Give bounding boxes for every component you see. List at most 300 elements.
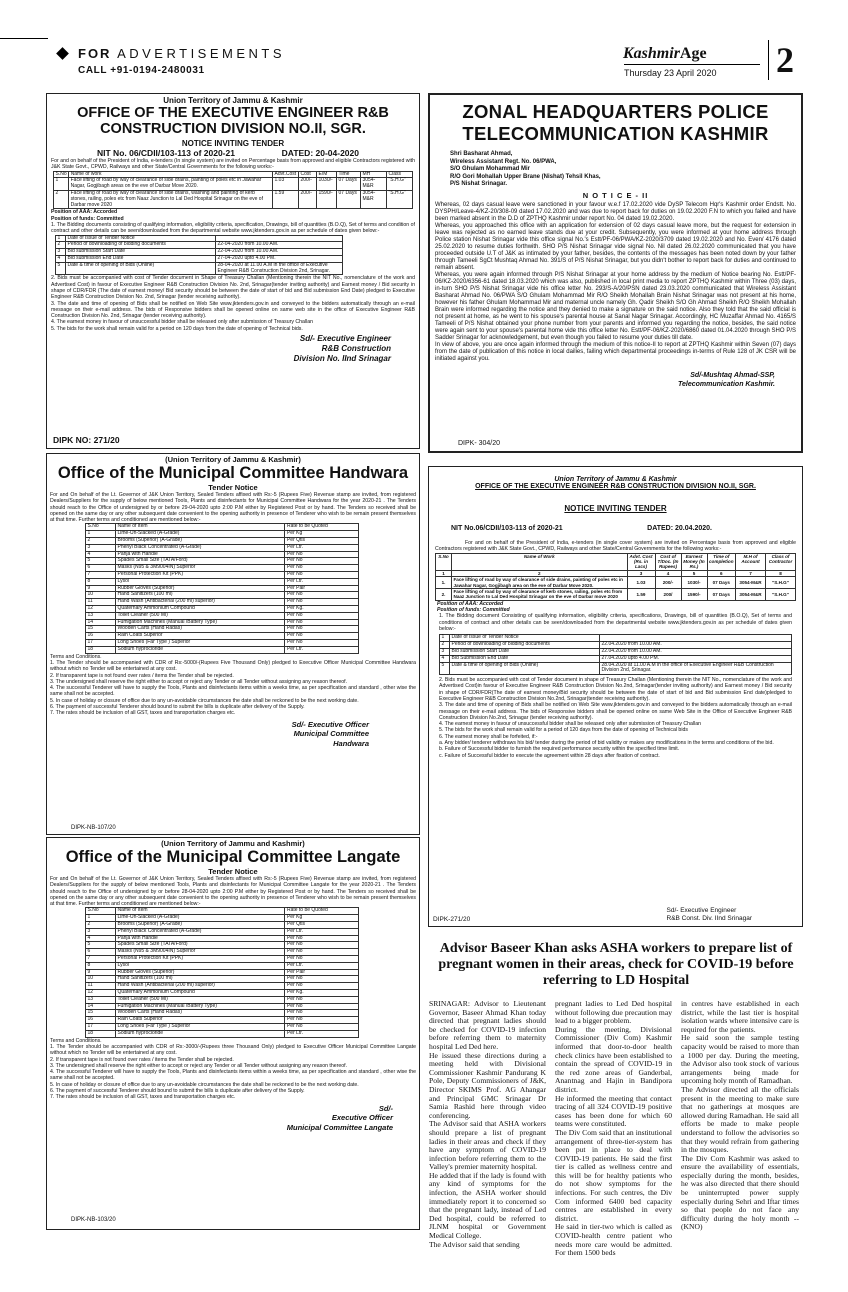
table-cell: 22-04-2020 from 10.00 AM. xyxy=(216,242,343,249)
table-cell: Brooms (Superior) (A-Grade) xyxy=(116,922,285,929)
table-cell: Face lifting of road by way of clearance of side drains, painting of poles etc in Jawahar Nagar, Gogjibagh area on the eve of Darbar Move 2020. xyxy=(452,577,628,589)
table-cell: 2. xyxy=(436,589,452,601)
rnb-funds: Position of funds: Committed xyxy=(51,215,124,222)
table-cell: 4 xyxy=(86,551,116,558)
table-cell: 9 xyxy=(86,585,116,592)
police-dipk: DIPK- 304/20 xyxy=(458,440,501,447)
table-cell: Phenyl Black Concentrated (A-Grade) xyxy=(116,928,285,935)
table-cell: Per Ltr. xyxy=(285,544,359,551)
table-cell: 07 Days xyxy=(337,190,361,208)
terms-item: 7. The rates should be inclusion of all GST, taxes and transportation charges etc. xyxy=(50,710,236,717)
table-cell: 07 Days xyxy=(707,589,736,601)
table-cell: 1 xyxy=(436,570,452,576)
rnb2-works-wrap xyxy=(429,553,802,601)
table-cell: 6 xyxy=(707,570,736,576)
terms-item: 7. The rates should be inclusion of all GST, taxes and transportation charges etc. xyxy=(50,1094,236,1101)
rnb2-office: OFFICE OF THE EXECUTIVE ENGINEER R&B CONSTRUCTION DIVISION NO.II, SGR. xyxy=(475,483,756,490)
table-cell: Wooden Carts (Hand Radas) xyxy=(116,1010,285,1017)
table-cell: 22.04.2020 from 10.00 AM. xyxy=(600,642,792,649)
rnb-sig-line2: R&B Construction xyxy=(321,344,391,354)
table-cell: 3 xyxy=(86,928,116,935)
masthead-ads-title xyxy=(78,46,285,61)
tender-point: 5. The bids for the work shall remain valid for a period of 120 days from the date of opening of Technical bids xyxy=(439,727,688,734)
table-cell: Rain Coats Superior xyxy=(116,633,285,640)
table-row xyxy=(440,655,792,662)
rnb-point-4: 4. The earnest money in favour of unsuccessful bidder shall be released only after submission of Treasury Challan xyxy=(51,319,314,326)
table-cell: Lime-Un-Slacked (A-Grade) xyxy=(116,915,285,922)
table-cell: 27-04-2020 upto 4.00 PM. xyxy=(216,255,343,262)
table-cell: 4 xyxy=(655,570,681,576)
table-cell: "S.H.G" xyxy=(387,178,413,191)
table-header-cell: Cost xyxy=(299,171,317,178)
table-cell: Per No xyxy=(285,949,359,956)
table-header-cell: Name of Item xyxy=(116,908,285,915)
table-cell: Date & time of opening of Bids (Online) xyxy=(450,662,600,675)
rnb-works-table-wrap xyxy=(47,171,419,210)
rnb2-points xyxy=(429,677,802,759)
table-cell: Per No xyxy=(285,1003,359,1010)
table-cell: Lysol xyxy=(116,962,285,969)
table-cell: Date of Issue of Tender Notice xyxy=(450,635,600,642)
table-cell: 3 xyxy=(86,544,116,551)
handwara-sig-line1: Sd/- Executive Officer xyxy=(291,719,369,729)
table-cell: 18 xyxy=(86,646,116,653)
table-cell: 11 xyxy=(86,983,116,990)
table-cell: Per No xyxy=(285,572,359,579)
table-cell: Toilet Cleaner (500 Ml) xyxy=(116,612,285,619)
handwara-terms xyxy=(47,660,419,717)
for-label: FOR xyxy=(78,46,112,61)
table-cell: Per Qtls xyxy=(285,922,359,929)
table-cell: Panja with Handle xyxy=(116,935,285,942)
table-cell: Date of Issue of Tender Notice xyxy=(66,235,216,242)
table-cell: 5 xyxy=(86,558,116,565)
table-cell: 16 xyxy=(86,1017,116,1024)
rnb2-notice-heading: NOTICE INVITING TENDER xyxy=(564,504,667,513)
table-header-cell: S.No xyxy=(436,553,452,570)
table-cell: 1. xyxy=(436,577,452,589)
rnb-title-line1: OFFICE OF THE EXECUTIVE ENGINEER R&B xyxy=(77,105,389,121)
rnb2-nit: NIT No.06/CDII/103-113 of 2020-21 xyxy=(451,525,563,532)
table-cell: 6 xyxy=(86,949,116,956)
rnb-title-line2: CONSTRUCTION DIVISION NO.II, SGR. xyxy=(100,121,366,137)
table-cell: 5 xyxy=(56,262,66,275)
table-cell: 1.59 xyxy=(273,190,299,208)
table-header-row xyxy=(436,553,796,570)
table-cell: Rubber Gloves (Superior) xyxy=(116,969,285,976)
table-cell: Bid submission Start Date xyxy=(450,648,600,655)
terms-item: 4. The successful Tenderer will have to supply the Tools, Plants and disinfectants items within a weeks time, as per specification and standard , other wise the same shall not be accepted. xyxy=(50,1069,416,1082)
table-cell: 3 xyxy=(627,570,655,576)
table-cell: 22-04-2020 from 10.00 AM. xyxy=(216,249,343,256)
table-row xyxy=(86,646,359,653)
police-title-line2: TELECOMMUNICATION KASHMIR xyxy=(462,123,769,144)
table-cell: 12 xyxy=(86,606,116,613)
table-cell: 3054-M&R xyxy=(361,190,387,208)
handwara-ut: (Union Territory of Jammu & Kashmir) xyxy=(165,455,301,464)
table-cell: Sodium hyprocloride xyxy=(116,646,285,653)
rnb2-works-table xyxy=(435,553,796,601)
table-cell: Hand Wash (Antibacterial (200 ml) superior) xyxy=(116,599,285,606)
table-cell: Lime-Un-Slacked (A-Grade) xyxy=(116,531,285,538)
ads-label: ADVERTISEMENTS xyxy=(117,46,286,61)
paper-name-age: Age xyxy=(679,45,707,62)
table-cell: 18 xyxy=(86,1030,116,1037)
table-cell: 10 xyxy=(86,976,116,983)
table-cell: Per Kg. xyxy=(285,606,359,613)
table-cell: 2 xyxy=(54,190,69,208)
table-header-cell: S.No xyxy=(55,170,67,177)
table-cell: Per Pair xyxy=(285,585,359,592)
rnb-point-5: 5. The bids for the work shall remain valid for a period on 120 days from the date of opening of Technical bids. xyxy=(51,325,303,332)
rnb2-ut: Union Territory of Jammu & Kashmir xyxy=(554,476,677,483)
police-notice xyxy=(428,93,803,453)
rnb2-sig-line1: Sd/- Executive Engineer xyxy=(666,907,737,914)
article-column-2: pregnant ladies to Led Ded hospital without following due precaution may lead to a bigger problem. During the meeting, Divisional Commissioner (Div Com) Kashmir informed that door-to-door health check clinics have been established to contain the spread of COVID-19 in the red zone areas of Ganderbal, Anantnag and Hajin in Bandipora district. He informed the meeting that contact tracing of all 324 COVID-19 positive cases has been done for which 60 teams were constituted. The Div Com said that an institutional arrangement of three-tier-system has been put in place to deal with COVID-19 patients. He said the first tier is called as wellness centre and this will be for healthy patients who do not show symptoms for the infections. For such centres, the Div Com informed 6400 bed capacity centres are established in every district. He said in tier-two which is called as COVID-health centre patient who needs more care would be admitted. For them 1500 beds xyxy=(555,999,672,1258)
page-number: 2 xyxy=(776,40,794,80)
table-cell: 2 xyxy=(440,642,450,649)
table-cell: Personal Protection Kit (PPK) xyxy=(116,572,285,579)
table-header-cell: Rate to be Quoted xyxy=(285,524,359,531)
table-cell: 2 xyxy=(452,570,628,576)
notice-paragraph: Whereas, you were again informed through P/S Nishat Srinagar at your home address by the medium of Notice bearing No. Estt/PF-06/KZ-2020/6356-61 dated 18.03.2020 which was also, published in local print media to report ZPTHQ Kashmir within Three (03) days, in-turn SHO P/S Nishat Srinagar vide his office letter No. 293/S-A/20/PSN dated 23.03.2020 communicated that Wireless Assistant Basharat Ahmad No. 06/PWA S/O Ghulam Mohammad Mir R/O Sheikh Mohallah Brain Nishat Srinagar was not present at his home, however his father Ghulam Mohammad Mir and maternal uncle namely Gh. Qadir Sheikh S/O Gh Ahmad Sheikh R/O Sheikh Mohallah Brain were informed regarding the notice and they denied to make a signature on the said notice. Also they told that the said official is not present at home, as he went to his spouse's parental house at Sanal Nagar Srinagar. Accordingly, HC Muzaffar Ahmad No. 4165/S Tameeli of P/S Nishat obtained your phone number from your parents and informed you regarding the notice, besides, the said notice were again sent to your spouse's parental home vide this office letter No. Estt/PF-06/KZ-2020/6860 dated 01.04.2020 through SHO P/S Sadder Srinagar for acknowledgement, but even though you failed to resume your duties till date. xyxy=(435,271,796,341)
table-header-cell: Class of Contractor xyxy=(766,553,796,570)
table-cell: Personal Protection Kit (PPK) xyxy=(116,956,285,963)
handwara-subtitle: Tender Notice xyxy=(208,483,258,492)
table-cell: 28.04.2020 at 11.00 A.M in the office of Executive Engineer R&B Construction Division 2nd, Srinagar. xyxy=(600,662,792,675)
table-cell: 2 xyxy=(86,538,116,545)
table-cell: Masks (N95 & 3M9004IN) Superior xyxy=(116,949,285,956)
table-cell: Per Ltr. xyxy=(285,928,359,935)
table-cell: 8 xyxy=(766,570,796,576)
table-cell: Fumigation Machines (Manual /Battery Type) xyxy=(116,1003,285,1010)
table-header-cell: Advt. Cost (Rs. in Lacs) xyxy=(627,553,655,570)
table-cell: 1590/- xyxy=(317,190,337,208)
rnb-aaa: Position of AAA: Accorded xyxy=(51,209,118,216)
table-cell: Bid submission Start Date xyxy=(66,249,216,256)
table-cell: 1.59 xyxy=(627,589,655,601)
police-address xyxy=(430,145,801,189)
table-row xyxy=(54,178,413,191)
langate-terms xyxy=(47,1044,419,1101)
table-cell: 3054-M&R xyxy=(361,178,387,191)
table-cell: 4 xyxy=(86,935,116,942)
address-line: P/S Nishat Srinagar. xyxy=(450,181,508,188)
table-cell: Per No xyxy=(285,626,359,633)
table-cell: Brooms (Superior) (A-Grade) xyxy=(116,538,285,545)
table-cell: 8 xyxy=(86,962,116,969)
tender-point: 6. The earnest money shall be forfeited, if:- xyxy=(439,733,538,740)
table-cell: Quaternary Ammonium Compound xyxy=(116,606,285,613)
article-headline: Advisor Baseer Khan asks ASHA workers to prepare list of pregnant women in their areas, check for COVID-19 before referring to LD Hospital xyxy=(438,941,794,988)
rnb-notice-heading: NOTICE INVITING TENDER xyxy=(181,139,285,148)
table-row xyxy=(436,589,796,601)
terms-item: 2. If transparent tape is not found over rates / items the Tender shall be rejected. xyxy=(50,672,234,679)
table-cell: 7 xyxy=(736,570,766,576)
handwara-tender-notice xyxy=(46,453,420,835)
table-cell: Face lifting of road by way of clearance of kerb stones, railing, poles etc from Naaz Junction to Lal Ded Hospital Srinagar on the eve of Darbar move 2020 xyxy=(452,589,628,601)
table-cell: Per No xyxy=(285,942,359,949)
table-cell: Face lifting of road by way of clearance of side drains, painting of poles etc in Jawahar Nagar, Gogjibagh areas on the eve of Darbar Move 2020. xyxy=(69,178,273,191)
table-cell: Per No xyxy=(285,935,359,942)
table-row xyxy=(86,1030,359,1037)
table-cell: Per No xyxy=(285,976,359,983)
table-cell: Per Ltr. xyxy=(285,646,359,653)
table-cell: Fumigation Machines (Manual /Battery Type) xyxy=(116,619,285,626)
table-cell: 11 xyxy=(86,599,116,606)
table-header-cell: Name of work xyxy=(69,171,273,178)
table-cell: Per Kg xyxy=(285,531,359,538)
terms-item: 1. The Tender should be accompanied with CDR of Rs:-5000/-(Rupees Five Thousand Only) pledged to Executive Officer Municipal Committee Handwara without which no Tender will be entertained at any cost. xyxy=(50,659,416,673)
table-cell: Per No xyxy=(285,592,359,599)
police-sig-line2: Telecommunication Kashmir. xyxy=(678,380,775,388)
rnb-ut: Union Territory of Jammu & Kashmir xyxy=(163,96,303,105)
table-cell: 1 xyxy=(86,531,116,538)
rnb-dated: DATED: 20-04-2020 xyxy=(281,148,359,158)
table-cell: 2 xyxy=(56,242,66,249)
table-cell: Per Ltr. xyxy=(285,1030,359,1037)
address-line: R/O Gori Mohallah Upper Brane (Nishat) Tehsil Khas, xyxy=(450,173,601,180)
table-header-cell: MH xyxy=(361,171,387,178)
notice-paragraph: Whereas, you approached this office with an application for extension of 02 days casual leave more, but the request for extension in leave was rejected as no earned leave stands due at your credit. Subsequently, you were informed at your home address through Police station Nishat Srinagar vide this office signal No.'s Estt/PF-06/PWA/KZ-2020/3709 dated 19.02.2020 and No. Even/ 4176 dated 25.02.2020 to resume duties forthwith. SHO P/S Nishat Srinagar vide signal No. Nil dated 26.02.2020 communicated that you have proceeded outside U.T of J&K as intimated by your father, besides, the contents of the messages has been noted down by your father through Tameeli SgCt Mushtaq Ahmad No. 391/S of P/S Nishat Srinagar, but you didn't bother to report back for duties and continued to remain absent. xyxy=(435,222,796,271)
rnb-sig-line1: Sd/- Executive Engineer xyxy=(299,334,391,344)
table-cell: 200/- xyxy=(299,178,317,191)
rnb-nit-line xyxy=(47,148,419,158)
table-cell: Per No xyxy=(285,633,359,640)
table-cell: Rubber Gloves (Superior) xyxy=(116,585,285,592)
address-line: S/O Ghulam Mohammad Mir xyxy=(450,166,531,173)
table-cell: 5 xyxy=(440,662,450,675)
rnb2-schedule-table xyxy=(439,634,792,675)
rnb-intro: For and on behalf of the President of India, e-tenders (In single system) are invited on Percentage basis from approved and eligible Contractors registered with J&K State Govt., CPWD, Railways and other State/Central Governments for the following works:- xyxy=(51,158,415,171)
paper-logo xyxy=(623,45,707,63)
rnb-tender-notice xyxy=(46,93,420,449)
table-row xyxy=(56,262,343,275)
table-cell: 15 xyxy=(86,1010,116,1017)
table-cell: 4 xyxy=(56,255,66,262)
table-cell: Per No xyxy=(285,551,359,558)
table-cell: 1030/- xyxy=(317,178,337,191)
handwara-sig-line2: Municipal Committee xyxy=(293,729,369,739)
table-header-cell: Advt.Cost xyxy=(273,171,299,178)
rnb2-schedule-wrap xyxy=(429,632,802,677)
diamond-icon xyxy=(56,47,69,60)
table-cell: Hand Wash (Antibacterial (200 ml) superior) xyxy=(116,983,285,990)
police-body xyxy=(430,202,801,363)
police-title-line1: ZONAL HEADQUARTERS POLICE xyxy=(462,101,769,122)
rnb-schedule-table xyxy=(55,235,343,276)
terms-item: 2. If transparent tape is not found over rates / items the Tender shall be rejected. xyxy=(50,1056,234,1063)
table-cell: Per No xyxy=(285,619,359,626)
table-header-cell: Cost of T/Doc. (In Rupees) xyxy=(655,553,681,570)
masthead-divider xyxy=(768,40,769,80)
table-cell: Long Shoes (Far Type ) Superior xyxy=(116,1024,285,1031)
table-cell: Bid submission End Date xyxy=(66,255,216,262)
table-cell: Period of downloading of bidding documents xyxy=(450,642,600,649)
table-cell: 13 xyxy=(86,996,116,1003)
table-cell: Period of downloading of bidding documents xyxy=(66,242,216,249)
table-cell: 1.03 xyxy=(273,178,299,191)
table-cell: 3 xyxy=(56,249,66,256)
table-cell: 200/- xyxy=(299,190,317,208)
table-header-cell: Time of completion xyxy=(707,553,736,570)
table-cell: 10 xyxy=(86,592,116,599)
table-cell: Lysol xyxy=(116,578,285,585)
terms-item: 5. In case of holiday or closure of office due to any un-avoidable circumstances the date shall be reckoned to be the next working date. xyxy=(50,1081,359,1088)
paper-name: Kashmir xyxy=(623,45,680,62)
table-cell: Bid Submission End Date xyxy=(450,655,600,662)
handwara-items-wrap xyxy=(47,523,359,653)
table-cell: 5 xyxy=(681,570,707,576)
table-cell: 14 xyxy=(86,1003,116,1010)
table-header-cell: Earnest Money (In Rs.) xyxy=(681,553,707,570)
tender-point: b. Failure of Successful bidder to furnish the required performance security within the specified time limit. xyxy=(439,746,680,753)
table-cell: 16 xyxy=(86,633,116,640)
table-cell: Phenyl Black Concentrated (A-Grade) xyxy=(116,544,285,551)
rnb2-dated: DATED: 20.04.2020. xyxy=(647,525,712,532)
table-cell: 28-04-2020 at 11.00 A.M in the office of Executive Engineer R&B Construction Division 2nd, Srinagar. xyxy=(216,262,343,275)
table-cell: Face lifting of road by way of clearance of side drains, washing and painting of kerb stones, railing, poles etc from Naaz Junction to Lal Ded Hospital Srinagar on the eve of Darbar move 2020 xyxy=(69,190,273,208)
table-header-cell: Name of Work xyxy=(452,553,628,570)
police-signature xyxy=(430,371,801,389)
handwara-sig-line3: Handwara xyxy=(333,738,369,748)
table-cell: 07 Days xyxy=(707,577,736,589)
tender-point: a. Any bidder/ tenderer withdraws his bid/ tender during the period of bid validity or makes any modifications in the terms and conditions of the bid. xyxy=(439,740,774,747)
terms-item: 3. The undersigned shall reserve the right either to accept or reject any Tender or all Tender without assigning any reason thereof. xyxy=(50,1062,348,1069)
table-cell: "S.H.G" xyxy=(387,190,413,208)
table-cell: Per No xyxy=(285,956,359,963)
table-header-cell: Time xyxy=(337,171,361,178)
table-cell: 12 xyxy=(86,990,116,997)
table-cell: Panja with Handle xyxy=(116,551,285,558)
table-cell: 200/- xyxy=(655,577,681,589)
tender-point: c. Failure of Successful bidder to execute the agreement within 28 days after fixation of contract. xyxy=(439,752,660,759)
rnb2-funds: Position of funds: Committed xyxy=(437,607,510,614)
langate-sig-line3: Municipal Committee Langate xyxy=(286,1122,393,1132)
terms-item: 4. The successful Tenderer will have to supply the Tools, Plants and disinfectants items within a weeks time, as per specification and standard , other wise the same shall not be accepted. xyxy=(50,685,416,698)
handwara-title: Office of the Municipal Committee Handwara xyxy=(57,464,409,482)
table-header-cell: Name of Item xyxy=(116,524,285,531)
table-cell: Per Pair xyxy=(285,969,359,976)
terms-item: 6. The payment of successful Tenderer should bound to submit the bills is duplicate after delivery of the Supply. xyxy=(50,704,305,710)
langate-subtitle: Tender Notice xyxy=(208,867,258,876)
rnb-point-3: 3. The date and time of opening of Bids shall be notified on Web Site www.jktenders.gov.in and conveyed to the bidders automatically through an e-mail message on their e-mail address. The bids of Responsive bidders shall be opened online on same web site in the office of Executive Engineer R&B Construction Division No. 2nd, Srinagar (tender receiving authority). xyxy=(51,300,415,320)
rnb2-aaa: Position of AAA: Accorded xyxy=(437,600,504,607)
table-cell: 22.04.2020 from 10.00 AM. xyxy=(600,648,792,655)
table-cell: Hand Sanitizers (100 ml) xyxy=(116,592,285,599)
table-cell: Per Ltr. xyxy=(285,578,359,585)
handwara-items-table xyxy=(85,523,359,653)
table-cell: Per Ltr. xyxy=(285,962,359,969)
handwara-intro: For and On behalf of the Lt. Governor of J&K Union Territory, Sealed Tenders affixed with Rs:-5 (Rupees Five) Revenue stamp are invited, from registered Dealers/Suppliers for the supply of below mentioned Tools, Plants and disinfectants for Municipal Committee Handwara for the year 2020-21 . The Tenders should reach to the Office of undersigned by or before 29-04-2020 upto 2:00 P.M either by Registered Post or by hand. The Tenders so received shall be opened on the same day or any other subsequent date convenient to the opening authority in presence of Tenderer who wish to be remain present themselves at that time. Further terms and conditioned are mentioned below:- xyxy=(50,492,416,524)
table-header-cell: Class xyxy=(387,171,413,178)
table-cell: Per No xyxy=(285,612,359,619)
table-cell: 17 xyxy=(86,640,116,647)
table-cell: 27.04.2020 upto 4.00 PM. xyxy=(600,655,792,662)
table-header-cell: S.No xyxy=(86,908,116,915)
langate-intro: For and On behalf of the Lt. Governor of J&K Union Territory, Sealed Tenders affixed with Rs:-5 (Rupees Five) Revenue stamp are invited, from registered Dealers/Suppliers for the supply of below mentioned Tools, Plants and disinfectants for Municipal Committee Langate for the year 2020-21 . The Tenders should reach to the Office of undersigned by or before 28-04-2020 upto 2:00 P.M either by Registered Post or by hand. The Tenders so received shall be opened on the same day or any other subsequent date convenient to the opening authority in presence of Tenderer who wish to be remain present themselves at that time. Further terms and conditioned are mentioned below:- xyxy=(50,876,416,908)
table-header-cell: S.No xyxy=(86,524,116,531)
rnb-point-2: 2. Bids must be accompanied with cost of Tender document in Shape of Treasury Challan (Mentioning therein the NIT No., nomenclature of the work and Advertised Cost) in favour of Executive Engineer R&B Construction Division No. 2nd, Srinagar(tender inviting authority) and Earnest money / Bid security in shape of CDR/FDR (The date of earnest money/ Bid security should be between the date of start of bid and Bid submission End Date) pledged to Executive Engineer R&B Construction Division No. 2nd, Srinagar (tender receiving authority). xyxy=(51,275,415,301)
table-cell: 13 xyxy=(86,612,116,619)
notice-paragraph: In view of above, you are once again informed through the medium of this notice-II to report at ZPTHQ Kashmir within Seven (07) days from the date of publication of this notice in local dailies, failing which departmental proceedings in-terms of Rule 128 of JK CSR will be initiated against you. xyxy=(435,341,796,362)
rnb-dipk: DIPK NO: 271/20 xyxy=(53,435,120,445)
table-cell: Per No xyxy=(285,996,359,1003)
table-cell: 8 xyxy=(86,578,116,585)
tender-point: 4. The earnest money in favour of unsuccessful bidder shall be released only after submission of Treasury Challan xyxy=(439,721,702,728)
table-cell: 1 xyxy=(86,915,116,922)
notice-paragraph: Whereas, 02 days casual leave were sanctioned in your favour w.e.f 17.02.2020 vide DySP Telecom Hqr's Kashmir order Endstt. No. DYSPH/Leave-4/KZ-20/308-09 dated 17.02.2020 and was due to report back for duties on 19.02.2020 F.N to which you failed and have been marked absent in the D.D of ZPTHQ Kashmir under report No. 04 dated 19.02.2020. xyxy=(435,201,796,222)
article-column-1: SRINAGAR: Advisor to Lieutenant Governor, Baseer Ahmad Khan today directed that pregnant ladies should be checked for COVID-19 infection before referring them to maternity hospital Led Ded here. He issued these directions during a meeting held with Divisional Commissioner Kashmir Pandurang K Pole, Deputy Commissioners of J&K, Director SKIMS Prof. AG Ahangar and Principal GMC Srinagar Dr Samia Rashid here through video conferencing. The Advisor said that ASHA workers should prepare a list of pregnant ladies in their areas and check if they have any symptom of COVID-19 infection before referring them to the Valley's premier maternity hospital. He added that if the lady is found with any kind of symptoms for the infection, the ASHA worker should immediately report it to concerned so that the pregnant lady, instead of Led Ded hospital, could be referred to JLNM hospital or Government Medical College. The Advisor said that sending xyxy=(429,999,546,1249)
article-column-3: in centres have established in each district, while the last tier is hospital isolation wards where intensive care is required for the patients. He said soon the sample testing capacity would be raised to more than a 1000 per day. During the meeting, the Advisor also took stock of various arrangements being made for upcoming holy month of Ramadhan. The Advisor directed all the officials present in the meeting to make sure that no gatherings at mosques are allowed during Ramadhan. He said all efforts be made to make people understand to follow the advisories so that they would refrain from gathering in the mosques. The Div Com Kashmir was asked to ensure the availability of essentials, especially during the month, besides, he was also directed that there should be uninterrupted power supply especially during Sehri and Iftar times so that people do not face any difficulty during the holy month --(KNO) xyxy=(681,999,799,1232)
table-row xyxy=(54,190,413,208)
table-header-cell: Rate to be Quoted xyxy=(285,908,359,915)
address-line: Wireless Assistant Regt. No. 06/PWA, xyxy=(450,158,557,165)
rnb-signature xyxy=(47,334,419,364)
rnb2-dipk: DIPK-271/20 xyxy=(433,916,471,923)
table-cell: 3054-M&R xyxy=(736,589,766,601)
table-header-cell: M.H of Account xyxy=(736,553,766,570)
langate-sig-line1: Sd/- xyxy=(378,1103,393,1113)
table-cell: "S.H.G" xyxy=(766,589,796,601)
table-cell: Per Kg xyxy=(285,915,359,922)
table-cell: Spades Small Size (TATA/Ford) xyxy=(116,558,285,565)
table-cell: Per No xyxy=(285,1017,359,1024)
table-cell: 1 xyxy=(440,635,450,642)
rnb-schedule-wrap xyxy=(47,235,347,276)
table-cell: Wooden Carts (Hand Radas) xyxy=(116,626,285,633)
rnb-nit: NIT No. 06/CDII/103-113 of 2020-21 xyxy=(97,148,235,158)
table-cell: Spades Small Size (TATA/Ford) xyxy=(116,942,285,949)
table-cell: Per No xyxy=(285,640,359,647)
table-cell: Per Qtls xyxy=(285,538,359,545)
address-line: Shri Basharat Ahmad, xyxy=(450,151,513,157)
rnb-works-table xyxy=(53,171,413,210)
terms-item: 3. The undersigned shall reserve the right either to accept or reject any Tender or all Tender without assigning any reason thereof. xyxy=(50,678,348,685)
masthead-rule xyxy=(0,38,48,39)
issue-date: Thursday 23 April 2020 xyxy=(624,68,717,78)
table-cell: Toilet Cleaner (500 Ml) xyxy=(116,996,285,1003)
table-cell: 1030/- xyxy=(681,577,707,589)
police-notice-heading: N O T I C E - II xyxy=(582,190,649,200)
langate-signature xyxy=(47,1104,419,1133)
terms-item: 5. In case of holiday or closure of office due to any un-avoidable circumstances the date shall be reckoned to be the next working date. xyxy=(50,697,359,704)
table-cell: 1590/- xyxy=(681,589,707,601)
table-row xyxy=(436,577,796,589)
table-cell: 15 xyxy=(86,626,116,633)
table-cell: 3 xyxy=(440,648,450,655)
masthead-phone: CALL +91-0194-2480031 xyxy=(78,65,205,76)
table-cell: 200/ xyxy=(655,589,681,601)
table-cell: 7 xyxy=(86,572,116,579)
table-cell: Per Kg. xyxy=(285,990,359,997)
tender-point: 3. The date and time of opening of Bids shall be notified on Web Site www.jktenders.gov.in and conveyed to the bidders automatically through an e-mail message on their e-mail address. The bids of Responsive bidders shall be opened online on same Web Site in the Office of Executive Engineer R&B Construction Division No.2nd, Srinagar (tender receiving authority). xyxy=(439,702,792,721)
langate-ut: (Union Territory of Jammu and Kashmir) xyxy=(161,839,305,848)
table-cell: Sodium hyprocloride xyxy=(116,1030,285,1037)
table-cell: 6 xyxy=(86,565,116,572)
table-cell: 1.03 xyxy=(627,577,655,589)
langate-terms-heading: Terms and Conditions. xyxy=(50,1037,102,1044)
rnb2-point-1: 1. The Bidding document Consisting of qualifying information, eligibility criteria, specifications, Drawings, bill of quantities (B.O.Q), Set of terms and conditions of contract and other details can be seen/downloaded from the departmental website www.jktenders.gov.in as per schedule of dates given below:- xyxy=(439,613,792,633)
table-cell: Per No xyxy=(285,558,359,565)
logo-rule xyxy=(624,64,760,65)
handwara-dipk: DIPK-NB-107/20 xyxy=(71,825,116,831)
table-cell: 4 xyxy=(440,655,450,662)
table-cell: 14 xyxy=(86,619,116,626)
rnb2-signature xyxy=(667,907,753,923)
handwara-terms-heading: Terms and Conditions. xyxy=(50,653,102,660)
table-cell: Per No xyxy=(285,983,359,990)
